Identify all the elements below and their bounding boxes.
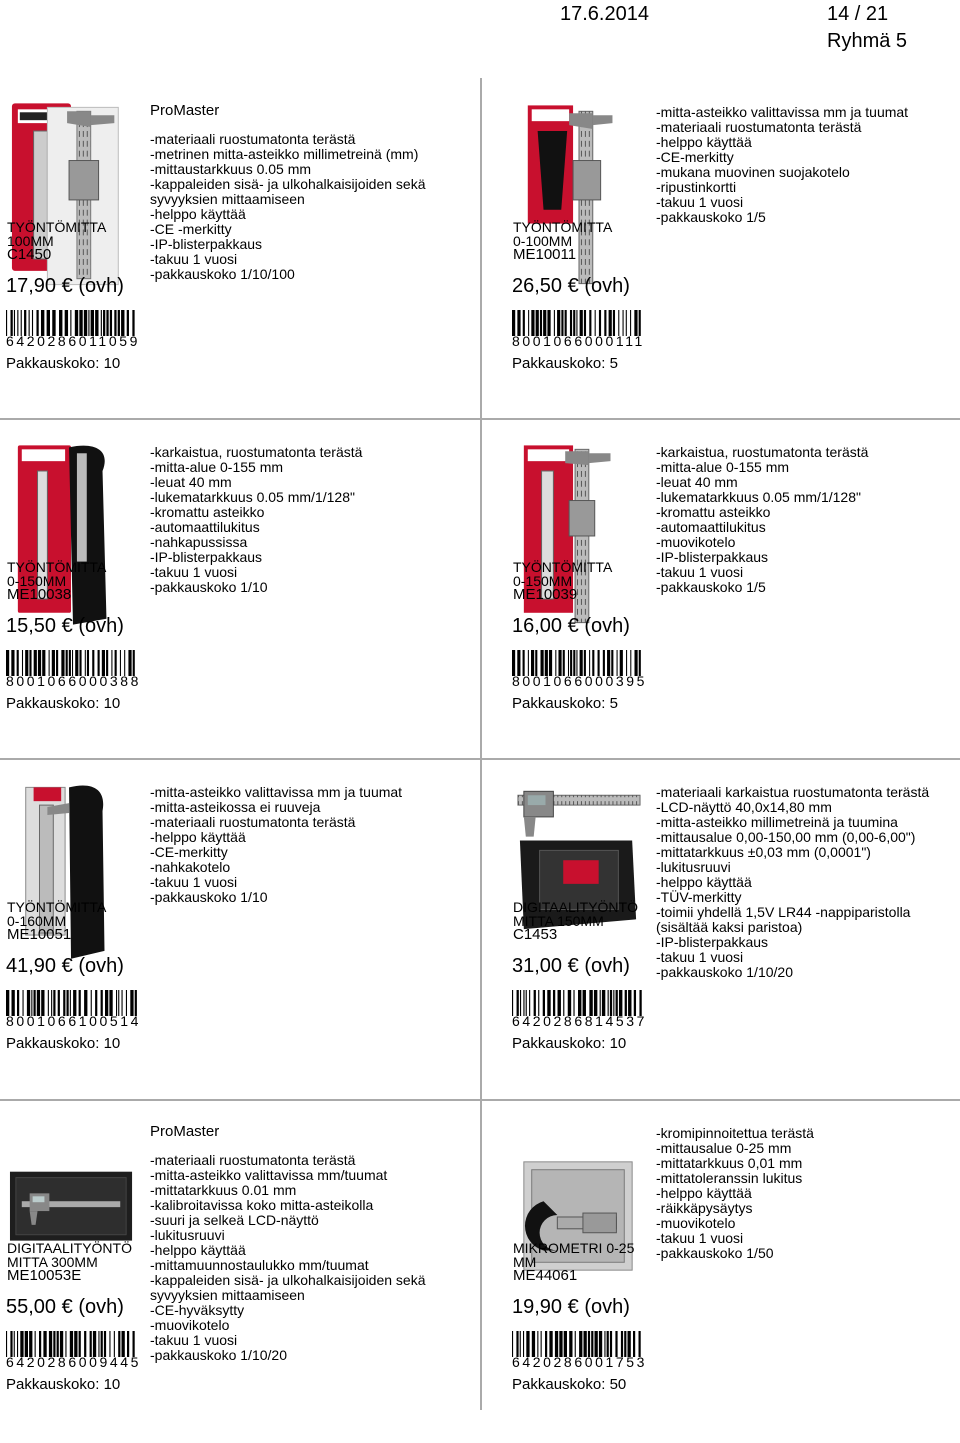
product-name (513, 1241, 648, 1283)
description-line: -automaattilukitus (150, 519, 260, 535)
product-code: C1450 (7, 246, 52, 263)
product-card (0, 1101, 478, 1441)
description-line: -mitta-asteikko millimetreinä ja tuumina (656, 814, 898, 830)
description-line: -toimii yhdellä 1,5V LR44 -nappiparistolla (656, 904, 911, 920)
product-card (506, 420, 960, 760)
ean-number: 6420286814537 (512, 1013, 648, 1029)
description-line: -automaattilukitus (656, 519, 766, 535)
description-line: -mittatarkkuus 0.01 mm (150, 1182, 297, 1198)
product-description (656, 445, 960, 595)
description-line: -leuat 40 mm (150, 474, 232, 490)
product-name-line: 100MM (7, 233, 54, 249)
pack-size: Pakkauskoko: 10 (6, 695, 121, 712)
description-line: (sisältää kaksi paristoa) (656, 919, 803, 935)
ean-number: 8001066000111 (512, 333, 645, 349)
description-line: -CE-merkitty (150, 844, 228, 860)
description-line: -mitta-asteikko valittavissa mm/tuumat (150, 1167, 388, 1183)
product-name-line: MITTA 300MM (7, 1254, 98, 1270)
description-line: -takuu 1 vuosi (150, 251, 238, 267)
product-name-line: 0-150MM (513, 573, 573, 589)
product-name-line: TYÖNTÖMITTA (513, 219, 613, 235)
description-line: -takuu 1 vuosi (150, 564, 238, 580)
description-line: syvyyksien mittaamiseen (150, 191, 305, 207)
product-description (150, 785, 476, 905)
description-line: -takuu 1 vuosi (656, 949, 744, 965)
description-line: syvyyksien mittaamiseen (150, 1287, 305, 1303)
description-line: -IP-blisterpakkaus (656, 934, 769, 950)
pack-size: Pakkauskoko: 50 (512, 1376, 627, 1393)
description-line: -muovikotelo (150, 1317, 230, 1333)
description-line: -kromipinnoitettua terästä (656, 1125, 814, 1141)
product-price: 26,50 € (ovh) (512, 275, 630, 297)
description-line: -mitta-alue 0-155 mm (150, 459, 284, 475)
product-name (7, 1241, 142, 1283)
product-name (513, 900, 648, 942)
product-description (656, 785, 960, 980)
description-line: -muovikotelo (656, 1215, 736, 1231)
description-line: -lukematarkkuus 0.05 mm/1/128" (150, 489, 355, 505)
description-line: -mittatarkkuus ±0,03 mm (0,0001") (656, 844, 871, 860)
description-line: -mittausalue 0-25 mm (656, 1140, 792, 1156)
ean-number: 6420286009445 (6, 1354, 142, 1370)
description-line: -IP-blisterpakkaus (150, 549, 263, 565)
product-name-line: TYÖNTÖMITTA (7, 559, 107, 575)
product-card (506, 80, 960, 420)
product-code: ME10011 (513, 246, 577, 263)
product-card (506, 760, 960, 1100)
product-price: 15,50 € (ovh) (6, 615, 124, 637)
product-name (513, 220, 648, 262)
description-line: -mitta-asteikko valittavissa mm ja tuumat (656, 104, 909, 120)
description-line: -helppo käyttää (656, 1185, 752, 1201)
description-line: -CE-hyväksytty (150, 1302, 245, 1318)
product-description (656, 1126, 960, 1261)
product-name (513, 560, 648, 602)
product-name-line: DIGITAALITYÖNTÖ (513, 899, 638, 915)
product-name (7, 220, 142, 262)
description-line: -ripustinkortti (656, 179, 737, 195)
product-brand: ProMaster (150, 1123, 220, 1140)
description-line: -pakkauskoko 1/5 (656, 579, 766, 595)
description-line: -takuu 1 vuosi (150, 1332, 238, 1348)
description-line: -kromattu asteikko (656, 504, 771, 520)
description-line: -pakkauskoko 1/10 (150, 889, 268, 905)
header-page: 14 / 21 (827, 3, 889, 25)
description-line: -materiaali karkaistua ruostumatonta terästä (656, 784, 930, 800)
description-line: -lukitusruuvi (150, 1227, 225, 1243)
product-description (150, 132, 476, 282)
pack-size: Pakkauskoko: 10 (6, 1376, 121, 1393)
description-line: -mittausalue 0,00-150,00 mm (0,00-6,00") (656, 829, 916, 845)
pack-size: Pakkauskoko: 10 (6, 1035, 121, 1052)
ean-number: 6420286011059 (6, 333, 140, 349)
description-line: -kappaleiden sisä- ja ulkohalkaisijoiden sekä (150, 1272, 426, 1288)
product-code: ME10038 (7, 586, 72, 603)
product-code: ME10053E (7, 1267, 82, 1284)
description-line: -muovikotelo (656, 534, 736, 550)
description-line: -mittatoleranssin lukitus (656, 1170, 803, 1186)
description-line: -leuat 40 mm (656, 474, 738, 490)
description-line: -pakkauskoko 1/10/100 (150, 266, 295, 282)
product-price: 16,00 € (ovh) (512, 615, 630, 637)
product-name-line: MM (513, 1254, 537, 1270)
description-line: -helppo käyttää (656, 874, 752, 890)
description-line: -takuu 1 vuosi (656, 194, 744, 210)
description-line: -takuu 1 vuosi (656, 564, 744, 580)
description-line: -kalibroitavissa koko mitta-asteikolla (150, 1197, 374, 1213)
description-line: -mukana muovinen suojakotelo (656, 164, 850, 180)
description-line: -TÜV-merkitty (656, 889, 742, 905)
product-price: 17,90 € (ovh) (6, 275, 124, 297)
ean-number: 8001066100514 (6, 1013, 142, 1029)
description-line: -IP-blisterpakkaus (150, 236, 263, 252)
product-card (0, 420, 478, 760)
product-name-line: MITTA 150MM (513, 913, 604, 929)
pack-size: Pakkauskoko: 10 (512, 1035, 627, 1052)
product-name-line: 0-100MM (513, 233, 573, 249)
description-line: -CE-merkitty (656, 149, 734, 165)
product-price: 19,90 € (ovh) (512, 1296, 630, 1318)
description-line: -kappaleiden sisä- ja ulkohalkaisijoiden sekä (150, 176, 426, 192)
product-price: 31,00 € (ovh) (512, 955, 630, 977)
product-code: ME10039 (513, 586, 578, 603)
description-line: -materiaali ruostumatonta terästä (150, 131, 356, 147)
description-line: -pakkauskoko 1/10/20 (656, 964, 793, 980)
product-description (150, 445, 476, 595)
description-line: -suuri ja selkeä LCD-näyttö (150, 1212, 319, 1228)
description-line: -takuu 1 vuosi (150, 874, 238, 890)
description-line: -mitta-asteikko valittavissa mm ja tuumat (150, 784, 403, 800)
product-code: ME10051 (7, 926, 72, 943)
description-line: -karkaistua, ruostumatonta terästä (656, 444, 869, 460)
description-line: -mittamuunnostaulukko mm/tuumat (150, 1257, 369, 1273)
product-price: 41,90 € (ovh) (6, 955, 124, 977)
product-name (7, 560, 142, 602)
description-line: -CE -merkitty (150, 221, 232, 237)
header-group: Ryhmä 5 (827, 30, 908, 52)
pack-size: Pakkauskoko: 5 (512, 695, 618, 712)
description-line: -nahkakotelo (150, 859, 231, 875)
description-line: -helppo käyttää (150, 829, 246, 845)
product-name-line: MIKROMETRI 0-25 (513, 1240, 635, 1256)
product-card (506, 1101, 960, 1441)
pack-size: Pakkauskoko: 10 (6, 355, 121, 372)
description-line: -takuu 1 vuosi (656, 1230, 744, 1246)
ean-number: 8001066000388 (6, 673, 142, 689)
description-line: -pakkauskoko 1/50 (656, 1245, 774, 1261)
ean-number: 6420286001753 (512, 1354, 648, 1370)
description-line: -materiaali ruostumatonta terästä (656, 119, 862, 135)
description-line: -materiaali ruostumatonta terästä (150, 1152, 356, 1168)
product-code: ME44061 (513, 1267, 578, 1284)
product-name (7, 900, 142, 942)
description-line: -karkaistua, ruostumatonta terästä (150, 444, 363, 460)
description-line: -mitta-asteikossa ei ruuveja (150, 799, 321, 815)
product-name-line: TYÖNTÖMITTA (7, 219, 107, 235)
header-date: 17.6.2014 (560, 3, 649, 25)
description-line: -mittaustarkkuus 0.05 mm (150, 161, 312, 177)
description-line: -kromattu asteikko (150, 504, 265, 520)
product-name-line: TYÖNTÖMITTA (513, 559, 613, 575)
description-line: -mittatarkkuus 0,01 mm (656, 1155, 803, 1171)
product-card (0, 760, 478, 1100)
description-line: -lukematarkkuus 0.05 mm/1/128" (656, 489, 861, 505)
product-name-line: 0-150MM (7, 573, 67, 589)
description-line: -metrinen mitta-asteikko millimetreinä (mm) (150, 146, 419, 162)
product-name-line: 0-160MM (7, 913, 67, 929)
product-description (656, 105, 960, 225)
description-line: -IP-blisterpakkaus (656, 549, 769, 565)
product-brand: ProMaster (150, 102, 220, 119)
description-line: -materiaali ruostumatonta terästä (150, 814, 356, 830)
product-card (0, 80, 478, 420)
description-line: -LCD-näyttö 40,0x14,80 mm (656, 799, 832, 815)
column-divider (480, 78, 482, 1410)
description-line: -helppo käyttää (150, 206, 246, 222)
description-line: -lukitusruuvi (656, 859, 731, 875)
product-name-line: DIGITAALITYÖNTÖ (7, 1240, 132, 1256)
product-name-line: TYÖNTÖMITTA (7, 899, 107, 915)
description-line: -pakkauskoko 1/10/20 (150, 1347, 287, 1363)
pack-size: Pakkauskoko: 5 (512, 355, 618, 372)
product-description (150, 1153, 476, 1363)
product-code: C1453 (513, 926, 558, 943)
description-line: -helppo käyttää (150, 1242, 246, 1258)
description-line: -räikkäpysäytys (656, 1200, 753, 1216)
description-line: -helppo käyttää (656, 134, 752, 150)
description-line: -pakkauskoko 1/5 (656, 209, 766, 225)
description-line: -nahkapussissa (150, 534, 248, 550)
product-price: 55,00 € (ovh) (6, 1296, 124, 1318)
ean-number: 8001066000395 (512, 673, 648, 689)
description-line: -mitta-alue 0-155 mm (656, 459, 790, 475)
description-line: -pakkauskoko 1/10 (150, 579, 268, 595)
